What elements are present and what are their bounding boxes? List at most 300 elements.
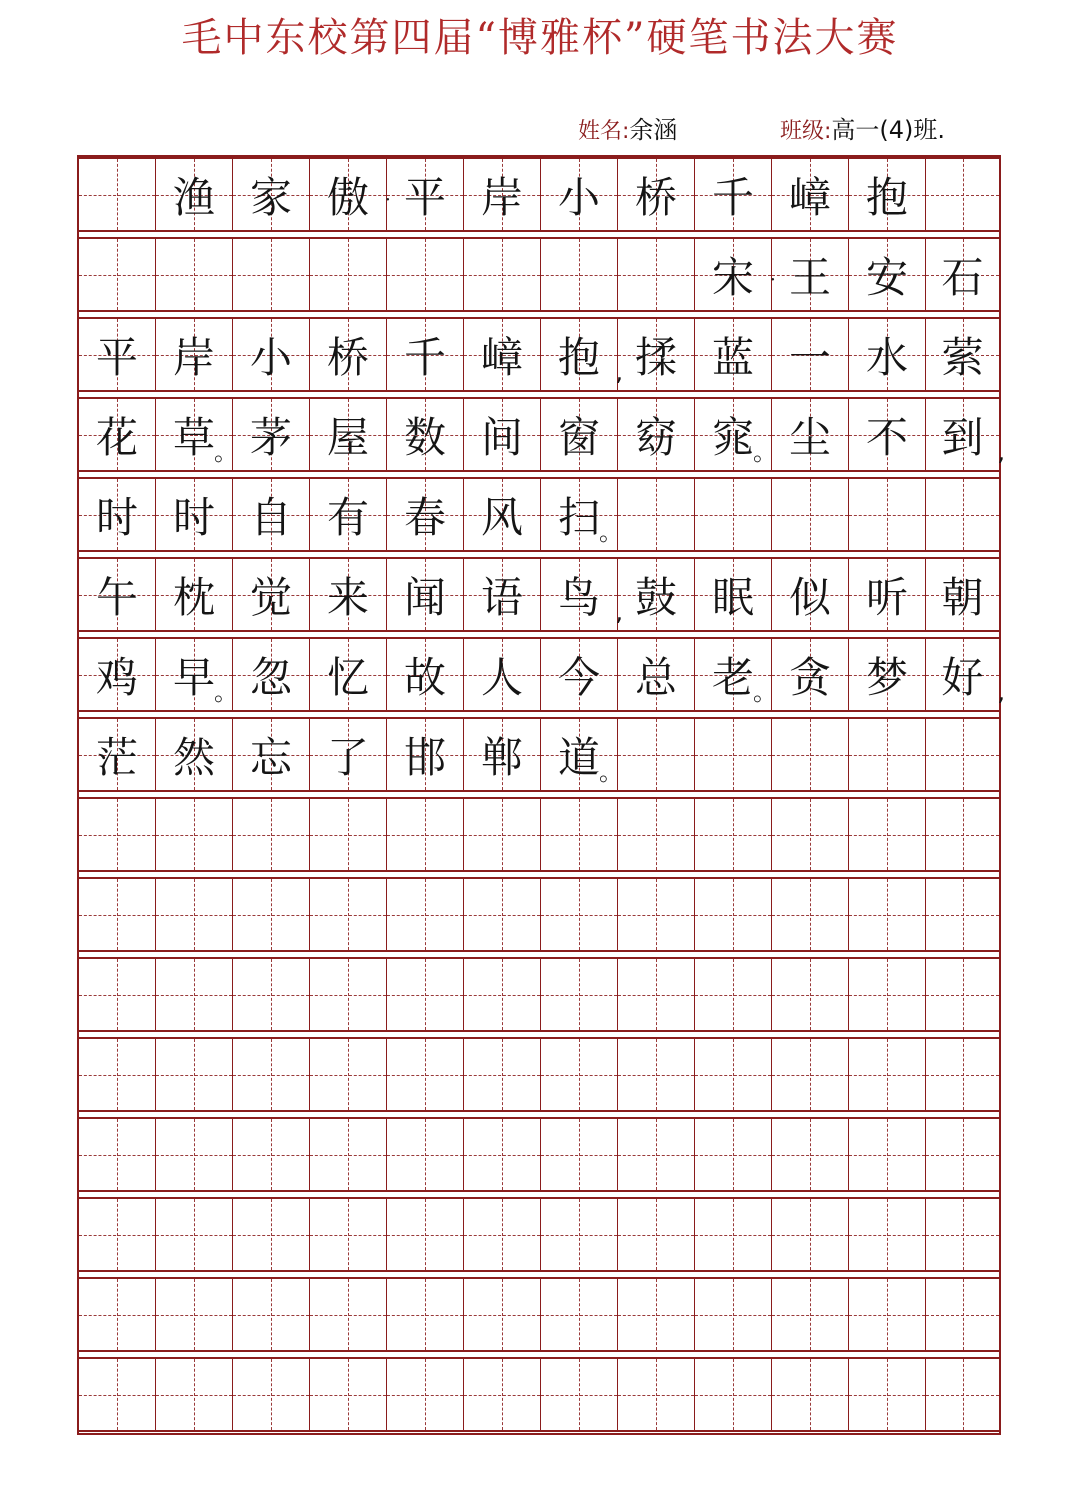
grid-cell	[233, 799, 310, 870]
grid-cell	[233, 1119, 310, 1190]
grid-cell	[156, 1359, 233, 1430]
grid-cell	[79, 239, 156, 310]
handwritten-character: 宋	[711, 252, 754, 302]
grid-cell	[772, 319, 849, 390]
handwritten-character: 忽	[249, 652, 292, 702]
grid-cell	[618, 959, 695, 1030]
grid-cell	[541, 559, 623, 630]
handwritten-character: 扫	[557, 492, 600, 542]
grid-cell	[464, 879, 541, 950]
grid-cell	[695, 1199, 772, 1270]
grid-cell	[772, 159, 849, 230]
grid-cell	[79, 799, 156, 870]
grid-cell	[926, 719, 999, 790]
handwritten-character: 早	[172, 652, 215, 702]
grid-cell	[618, 879, 695, 950]
grid-cell	[387, 799, 464, 870]
handwritten-character: 忆	[326, 652, 369, 702]
grid-cell	[926, 1119, 999, 1190]
handwritten-character: 茫	[95, 732, 138, 782]
grid-cell	[618, 1199, 695, 1270]
handwritten-character: 小	[249, 332, 292, 382]
grid-cell	[541, 1279, 618, 1350]
grid-cell	[618, 1279, 695, 1350]
grid-cell	[926, 1199, 999, 1270]
grid-cell	[926, 159, 999, 230]
grid-cell	[464, 1279, 541, 1350]
grid-cell	[464, 159, 541, 230]
grid-cell	[310, 559, 387, 630]
grid-cell	[926, 1039, 999, 1110]
grid-cell	[233, 639, 310, 710]
grid-cell	[849, 1359, 926, 1430]
grid-cell	[156, 1199, 233, 1270]
grid-cell	[926, 559, 999, 630]
grid-cell	[233, 399, 310, 470]
handwritten-character: 有	[326, 492, 369, 542]
grid-cell	[772, 559, 849, 630]
punctuation-mark: ·	[384, 187, 391, 211]
handwritten-character: 时	[172, 492, 215, 542]
grid-cell	[156, 719, 233, 790]
grid-cell	[156, 1119, 233, 1190]
handwritten-character: 老	[711, 652, 754, 702]
handwritten-character: 桥	[634, 172, 677, 222]
grid-cell	[772, 399, 849, 470]
grid-cell	[464, 1039, 541, 1110]
grid-cell	[541, 639, 618, 710]
grid-cell	[926, 799, 999, 870]
grid-cell	[79, 959, 156, 1030]
grid-cell	[849, 399, 926, 470]
handwritten-character: 蓝	[711, 332, 754, 382]
handwritten-character: 故	[403, 652, 446, 702]
grid-cell	[79, 1279, 156, 1350]
grid-cell	[79, 1119, 156, 1190]
grid-cell	[79, 1359, 156, 1430]
grid-row	[79, 157, 999, 232]
grid-cell	[310, 799, 387, 870]
handwritten-character: 听	[865, 572, 908, 622]
punctuation-mark: ,	[997, 438, 1005, 466]
handwritten-character: 傲	[326, 172, 369, 222]
handwritten-character: 自	[249, 492, 292, 542]
handwritten-character: 一	[788, 332, 831, 382]
handwritten-character: 渔	[172, 172, 215, 222]
handwritten-character: 数	[403, 412, 446, 462]
grid-cell	[310, 1279, 387, 1350]
handwritten-character: 风	[480, 492, 523, 542]
punctuation-mark: ,	[615, 598, 623, 626]
grid-cell	[541, 1039, 618, 1110]
grid-cell	[926, 239, 999, 310]
grid-cell	[695, 1279, 772, 1350]
grid-cell	[233, 479, 310, 550]
grid-cell	[387, 399, 464, 470]
grid-cell	[926, 639, 1005, 710]
grid-cell	[541, 959, 618, 1030]
grid-cell	[464, 799, 541, 870]
grid-cell	[849, 1279, 926, 1350]
grid-cell	[464, 959, 541, 1030]
handwritten-character: 梦	[865, 652, 908, 702]
grid-cell	[156, 1039, 233, 1110]
grid-cell	[387, 479, 464, 550]
grid-cell	[695, 399, 777, 470]
grid-cell	[618, 639, 695, 710]
grid-cell	[387, 959, 464, 1030]
handwritten-character: 总	[634, 652, 677, 702]
grid-cell	[772, 1279, 849, 1350]
handwritten-character: 贪	[788, 652, 831, 702]
grid-cell	[464, 239, 541, 310]
grid-cell	[233, 1199, 310, 1270]
grid-cell	[79, 159, 156, 230]
handwritten-character: 然	[172, 732, 215, 782]
grid-cell	[695, 559, 772, 630]
handwritten-character: 水	[865, 332, 908, 382]
handwritten-character: 鼓	[634, 572, 677, 622]
grid-cell	[79, 1039, 156, 1110]
grid-cell	[233, 959, 310, 1030]
punctuation-mark: 。	[599, 518, 623, 546]
grid-cell	[156, 319, 233, 390]
grid-cell	[849, 319, 926, 390]
grid-row	[79, 1117, 999, 1192]
grid-cell	[310, 639, 387, 710]
grid-cell	[849, 1039, 926, 1110]
grid-row	[79, 1037, 999, 1112]
grid-cell	[618, 479, 695, 550]
handwritten-character: 王	[788, 252, 831, 302]
grid-row	[79, 877, 999, 952]
handwritten-character: 小	[557, 172, 600, 222]
punctuation-mark: 。	[599, 758, 623, 786]
class-line	[780, 108, 945, 152]
grid-cell	[541, 879, 618, 950]
grid-cell	[79, 639, 156, 710]
grid-cell	[772, 1359, 849, 1430]
competition-title: 毛中东校第四届“博雅杯”硬笔书法大赛	[181, 15, 899, 61]
handwritten-character: 桥	[326, 332, 369, 382]
grid-cell	[464, 1119, 541, 1190]
grid-cell	[541, 239, 618, 310]
grid-cell	[695, 1359, 772, 1430]
punctuation-mark: 。	[214, 438, 238, 466]
grid-cell	[156, 799, 233, 870]
grid-cell	[384, 159, 464, 230]
class-label: 班级:	[780, 119, 832, 144]
grid-cell	[541, 799, 618, 870]
grid-cell	[464, 399, 541, 470]
grid-cell	[772, 1039, 849, 1110]
grid-cell	[79, 1199, 156, 1270]
grid-cell	[695, 719, 772, 790]
grid-cell	[849, 639, 926, 710]
student-name-line	[578, 108, 677, 152]
handwritten-character: 嶂	[480, 332, 523, 382]
handwritten-character: 尘	[788, 412, 831, 462]
grid-cell	[156, 879, 233, 950]
grid-cell	[618, 399, 695, 470]
grid-cell	[387, 559, 464, 630]
grid-cell	[387, 879, 464, 950]
name-value: 余涵	[629, 116, 678, 144]
grid-cell	[926, 479, 999, 550]
grid-cell	[464, 719, 541, 790]
grid-cell	[926, 1279, 999, 1350]
grid-cell	[618, 559, 695, 630]
handwritten-character: 千	[403, 332, 446, 382]
handwritten-character: 抱	[865, 172, 908, 222]
handwritten-character: 抱	[557, 332, 600, 382]
grid-cell	[772, 719, 849, 790]
grid-cell	[310, 1039, 387, 1110]
grid-cell	[310, 1359, 387, 1430]
grid-cell	[849, 1119, 926, 1190]
grid-cell	[695, 319, 772, 390]
grid-row	[79, 477, 999, 552]
grid-cell	[541, 1119, 618, 1190]
name-label: 姓名:	[578, 119, 630, 144]
handwritten-character: 春	[403, 492, 446, 542]
grid-cell	[233, 719, 310, 790]
grid-row	[79, 317, 999, 392]
grid-cell	[464, 1199, 541, 1270]
grid-cell	[618, 719, 695, 790]
grid-cell	[387, 319, 464, 390]
handwritten-character: 岸	[480, 172, 523, 222]
grid-cell	[618, 319, 695, 390]
handwritten-character: 花	[95, 412, 138, 462]
punctuation-mark: ·	[769, 267, 776, 291]
grid-cell	[310, 1119, 387, 1190]
handwritten-character: 今	[557, 652, 600, 702]
grid-cell	[769, 239, 849, 310]
grid-cell	[310, 959, 387, 1030]
handwritten-character: 到	[941, 412, 984, 462]
grid-cell	[695, 1119, 772, 1190]
grid-cell	[849, 799, 926, 870]
grid-cell	[310, 1199, 387, 1270]
grid-cell	[310, 319, 387, 390]
grid-cell	[156, 159, 233, 230]
punctuation-mark: 。	[753, 678, 777, 706]
handwritten-character: 揉	[634, 332, 677, 382]
grid-cell	[772, 959, 849, 1030]
grid-cell	[156, 559, 233, 630]
grid-cell	[156, 399, 238, 470]
grid-cell	[849, 239, 926, 310]
grid-cell	[695, 879, 772, 950]
handwritten-character: 千	[711, 172, 754, 222]
punctuation-mark: ,	[997, 678, 1005, 706]
grid-row	[79, 237, 999, 312]
calligraphy-grid-sheet	[77, 155, 1005, 1435]
grid-cell	[387, 1359, 464, 1430]
grid-cell	[233, 1039, 310, 1110]
grid-cell	[464, 319, 541, 390]
grid-row	[79, 1357, 999, 1432]
grid-row	[79, 557, 999, 632]
handwritten-character: 萦	[941, 332, 984, 382]
handwritten-character: 鸟	[557, 572, 600, 622]
handwritten-character: 郸	[480, 732, 523, 782]
grid-cell	[387, 639, 464, 710]
handwritten-character: 窗	[557, 412, 600, 462]
handwritten-character: 茅	[249, 412, 292, 462]
handwritten-character: 间	[480, 412, 523, 462]
grid-cell	[541, 319, 623, 390]
handwritten-character: 时	[95, 492, 138, 542]
grid-cell	[387, 239, 464, 310]
handwritten-character: 枕	[172, 572, 215, 622]
grid-cell	[772, 639, 849, 710]
grid-cell	[310, 719, 387, 790]
grid-cell	[233, 1359, 310, 1430]
grid-cell	[772, 479, 849, 550]
grid-cell	[387, 1199, 464, 1270]
grid-cell	[618, 1359, 695, 1430]
grid-cell	[926, 879, 999, 950]
handwritten-character: 似	[788, 572, 831, 622]
handwritten-character: 平	[403, 172, 446, 222]
grid-cell	[926, 959, 999, 1030]
grid-cell	[772, 799, 849, 870]
handwritten-character: 朝	[941, 572, 984, 622]
grid-cell	[541, 399, 618, 470]
handwritten-character: 草	[172, 412, 215, 462]
handwritten-character: 闻	[403, 572, 446, 622]
grid-cell	[464, 559, 541, 630]
grid-row	[79, 957, 999, 1032]
grid-cell	[79, 319, 156, 390]
handwritten-character: 安	[865, 252, 908, 302]
handwritten-character: 石	[941, 252, 984, 302]
grid-cell	[772, 1199, 849, 1270]
handwritten-character: 了	[326, 732, 369, 782]
punctuation-mark: 。	[214, 678, 238, 706]
grid-cell	[233, 159, 310, 230]
grid-cell	[849, 559, 926, 630]
grid-cell	[387, 1039, 464, 1110]
handwritten-character: 好	[941, 652, 984, 702]
class-value: 高一(4)班.	[831, 116, 946, 144]
handwritten-character: 邯	[403, 732, 446, 782]
grid-cell	[310, 399, 387, 470]
grid-cell	[926, 319, 999, 390]
grid-cell	[464, 1359, 541, 1430]
grid-cell	[926, 1359, 999, 1430]
grid-cell	[618, 1119, 695, 1190]
grid-cell	[772, 879, 849, 950]
grid-cell	[926, 399, 1005, 470]
grid-cell	[156, 1279, 233, 1350]
grid-cell	[310, 479, 387, 550]
handwritten-character: 不	[865, 412, 908, 462]
grid-cell	[156, 479, 233, 550]
handwritten-character: 家	[249, 172, 292, 222]
punctuation-mark: 。	[753, 438, 777, 466]
grid-cell	[541, 1199, 618, 1270]
grid-row	[79, 1197, 999, 1272]
grid-cell	[541, 1359, 618, 1430]
grid-row	[79, 797, 999, 872]
grid-cell	[618, 239, 695, 310]
grid-cell	[79, 479, 156, 550]
grid-cell	[387, 719, 464, 790]
handwritten-character: 午	[95, 572, 138, 622]
grid-row	[79, 397, 1005, 472]
grid-cell	[387, 1119, 464, 1190]
grid-cell	[695, 639, 777, 710]
handwritten-character: 岸	[172, 332, 215, 382]
handwritten-character: 忘	[249, 732, 292, 782]
grid-cell	[695, 159, 772, 230]
grid-row	[79, 717, 999, 792]
grid-cell	[849, 1199, 926, 1270]
grid-cell	[695, 239, 776, 310]
grid-cell	[156, 959, 233, 1030]
grid-cell	[233, 319, 310, 390]
grid-cell	[618, 799, 695, 870]
grid-cell	[79, 879, 156, 950]
grid-cell	[541, 479, 623, 550]
grid-cell	[849, 879, 926, 950]
grid-cell	[695, 799, 772, 870]
grid-cell	[156, 239, 233, 310]
grid-cell	[849, 719, 926, 790]
grid-cell	[79, 559, 156, 630]
grid-cell	[233, 239, 310, 310]
grid-cell	[79, 719, 156, 790]
grid-cell	[695, 959, 772, 1030]
grid-cell	[849, 959, 926, 1030]
handwritten-character: 屋	[326, 412, 369, 462]
handwritten-character: 窕	[711, 412, 754, 462]
handwritten-character: 道	[557, 732, 600, 782]
grid-cell	[156, 639, 238, 710]
handwritten-character: 语	[480, 572, 523, 622]
grid-row	[79, 1277, 999, 1352]
grid-cell	[79, 399, 156, 470]
handwritten-character: 鸡	[95, 652, 138, 702]
grid-cell	[464, 479, 541, 550]
handwritten-character: 人	[480, 652, 523, 702]
handwritten-character: 窈	[634, 412, 677, 462]
handwritten-character: 平	[95, 332, 138, 382]
grid-cell	[695, 479, 772, 550]
handwritten-character: 来	[326, 572, 369, 622]
grid-cell	[695, 1039, 772, 1110]
grid-cell	[310, 879, 387, 950]
handwritten-character: 嶂	[788, 172, 831, 222]
grid-cell	[618, 159, 695, 230]
grid-cell	[310, 159, 391, 230]
grid-row	[79, 637, 1005, 712]
grid-cell	[772, 1119, 849, 1190]
grid-cell	[849, 159, 926, 230]
handwritten-character: 眠	[711, 572, 754, 622]
grid-cell	[618, 1039, 695, 1110]
grid-cell	[541, 159, 618, 230]
grid-cell	[387, 1279, 464, 1350]
handwritten-character: 觉	[249, 572, 292, 622]
grid-cell	[233, 1279, 310, 1350]
grid-cell	[233, 559, 310, 630]
grid-cell	[464, 639, 541, 710]
grid-cell	[541, 719, 623, 790]
